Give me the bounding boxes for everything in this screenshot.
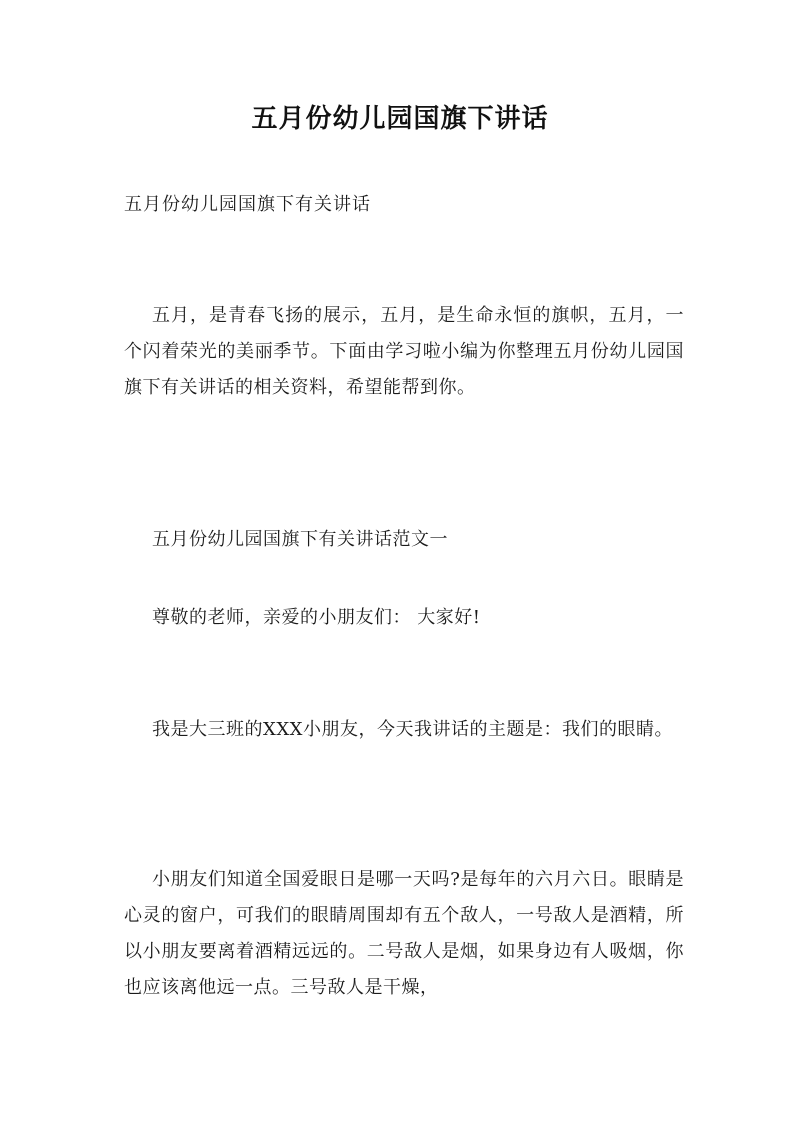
intro-paragraph: 五月，是青春飞扬的展示，五月，是生命永恒的旗帜，五月，一个闪着荣光的美丽季节。下面由学习啦小编为你整理五月份幼儿园国旗下有关讲话的相关资料，希望能帮到你。	[124, 305, 684, 398]
section-heading: 五月份幼儿园国旗下有关讲话范文一	[152, 529, 448, 550]
greeting-paragraph: 尊敬的老师，亲爱的小朋友们： 大家好!	[152, 607, 481, 628]
body-paragraph: 小朋友们知道全国爱眼日是哪一天吗?是每年的六月六日。眼睛是心灵的窗户，可我们的眼睛周围却有五个敌人，一号敌人是酒精，所以小朋友要离着酒精远远的。二号敌人是烟，如果身边有人吸烟，你也应该离他远一点。三号敌人是干燥，	[124, 869, 684, 998]
self-intro-paragraph: 我是大三班的XXX小朋友，今天我讲话的主题是：我们的眼睛。	[152, 719, 673, 740]
document-subtitle: 五月份幼儿园国旗下有关讲话	[124, 194, 371, 215]
document-title: 五月份幼儿园国旗下讲话	[251, 104, 549, 134]
